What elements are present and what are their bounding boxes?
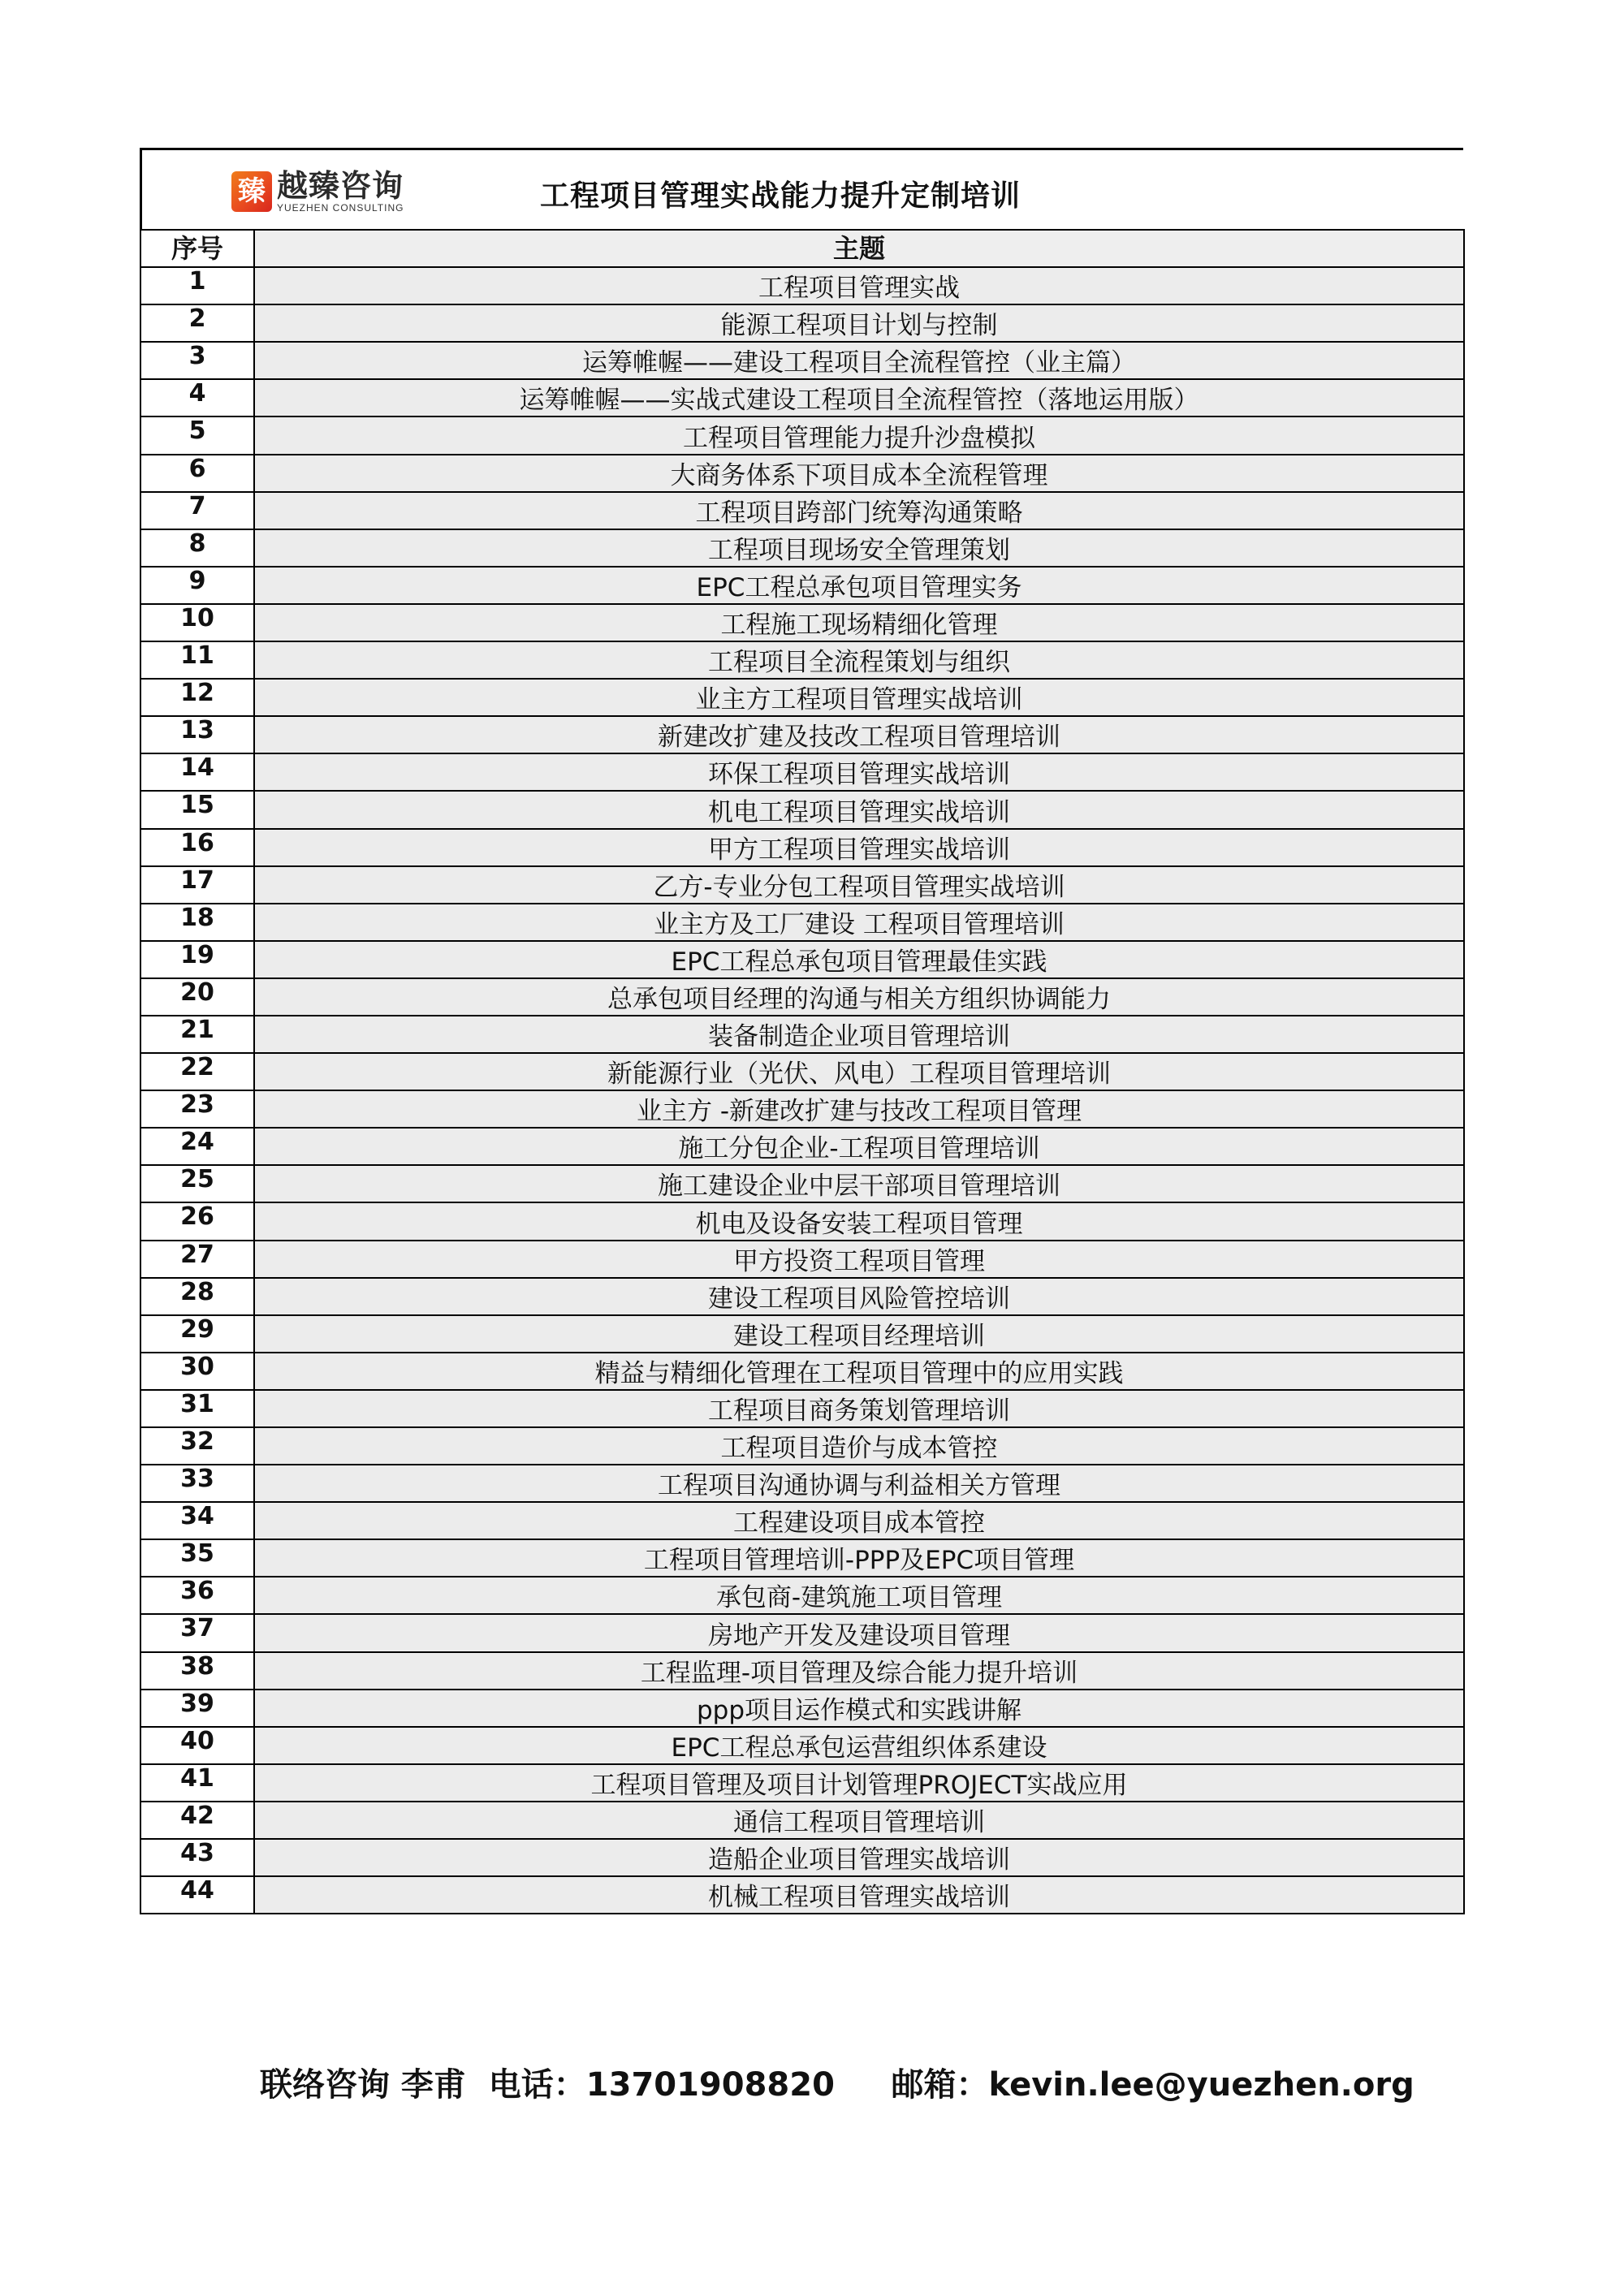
table-row [140, 267, 1464, 304]
row-topic: 施工建设企业中层干部项目管理培训 [254, 1165, 1464, 1202]
table-row [140, 978, 1464, 1016]
column-header-number: 序号 [140, 230, 254, 267]
table-row [140, 1128, 1464, 1165]
table-row [140, 1390, 1464, 1427]
table-row [140, 1465, 1464, 1502]
row-topic: 工程项目沟通协调与利益相关方管理 [254, 1465, 1464, 1502]
sheet-header [140, 148, 1463, 229]
table-row [140, 1727, 1464, 1764]
row-topic: 能源工程项目计划与控制 [254, 304, 1464, 342]
table-row [140, 1539, 1464, 1577]
row-number: 20 [140, 978, 254, 1016]
row-number: 26 [140, 1202, 254, 1240]
row-number: 11 [140, 641, 254, 679]
row-number: 10 [140, 604, 254, 641]
row-number: 17 [140, 866, 254, 904]
row-number: 25 [140, 1165, 254, 1202]
row-topic: EPC工程总承包项目管理实务 [254, 567, 1464, 604]
table-row [140, 1577, 1464, 1614]
row-topic: 工程项目管理能力提升沙盘模拟 [254, 416, 1464, 454]
row-topic: EPC工程总承包运营组织体系建设 [254, 1727, 1464, 1764]
row-topic: 运筹帷幄——建设工程项目全流程管控（业主篇） [254, 342, 1464, 379]
row-number: 32 [140, 1427, 254, 1465]
row-topic: 工程施工现场精细化管理 [254, 604, 1464, 641]
table-row [140, 753, 1464, 791]
table-row [140, 1690, 1464, 1727]
table-row [140, 941, 1464, 978]
table-row [140, 342, 1464, 379]
table-row [140, 1427, 1464, 1465]
logo-chinese-name: 越臻咨询 [277, 168, 404, 204]
row-number: 24 [140, 1128, 254, 1165]
table-row [140, 529, 1464, 567]
table-row [140, 1502, 1464, 1539]
row-number: 39 [140, 1690, 254, 1727]
row-topic: 精益与精细化管理在工程项目管理中的应用实践 [254, 1353, 1464, 1390]
row-number: 19 [140, 941, 254, 978]
table-row [140, 492, 1464, 529]
row-number: 23 [140, 1090, 254, 1128]
row-number: 28 [140, 1278, 254, 1315]
table-header-row [140, 230, 1464, 267]
table-row [140, 1614, 1464, 1651]
topics-sheet [140, 148, 1463, 1914]
row-number: 43 [140, 1839, 254, 1876]
logo-icon: 臻 [231, 171, 272, 212]
row-topic: 建设工程项目经理培训 [254, 1315, 1464, 1353]
row-number: 38 [140, 1652, 254, 1690]
row-topic: 建设工程项目风险管控培训 [254, 1278, 1464, 1315]
table-row [140, 791, 1464, 828]
row-topic: 运筹帷幄——实战式建设工程项目全流程管控（落地运用版） [254, 379, 1464, 416]
row-topic: 总承包项目经理的沟通与相关方组织协调能力 [254, 978, 1464, 1016]
row-number: 27 [140, 1241, 254, 1278]
row-number: 15 [140, 791, 254, 828]
row-topic: 甲方投资工程项目管理 [254, 1241, 1464, 1278]
row-topic: 房地产开发及建设项目管理 [254, 1614, 1464, 1651]
row-number: 6 [140, 455, 254, 492]
table-row [140, 1016, 1464, 1053]
row-topic: 工程项目管理实战 [254, 267, 1464, 304]
document-title: 工程项目管理实战能力提升定制培训 [540, 179, 1021, 213]
row-topic: 环保工程项目管理实战培训 [254, 753, 1464, 791]
table-row [140, 1802, 1464, 1839]
table-row [140, 455, 1464, 492]
table-row [140, 641, 1464, 679]
row-topic: 施工分包企业-工程项目管理培训 [254, 1128, 1464, 1165]
row-topic: 乙方-专业分包工程项目管理实战培训 [254, 866, 1464, 904]
company-logo [231, 168, 404, 215]
row-number: 1 [140, 267, 254, 304]
logo-english-name: YUEZHEN CONSULTING [277, 202, 404, 214]
row-number: 2 [140, 304, 254, 342]
row-number: 21 [140, 1016, 254, 1053]
table-row [140, 1241, 1464, 1278]
row-topic: 通信工程项目管理培训 [254, 1802, 1464, 1839]
table-body [140, 267, 1464, 1914]
table-row [140, 829, 1464, 866]
row-number: 18 [140, 904, 254, 941]
table-row [140, 604, 1464, 641]
table-row [140, 1165, 1464, 1202]
table-row [140, 1353, 1464, 1390]
row-number: 9 [140, 567, 254, 604]
row-topic: 甲方工程项目管理实战培训 [254, 829, 1464, 866]
table-row [140, 1764, 1464, 1802]
row-number: 29 [140, 1315, 254, 1353]
table-row [140, 716, 1464, 753]
row-number: 16 [140, 829, 254, 866]
table-row [140, 379, 1464, 416]
row-number: 13 [140, 716, 254, 753]
row-topic: 工程项目现场安全管理策划 [254, 529, 1464, 567]
row-number: 14 [140, 753, 254, 791]
row-number: 5 [140, 416, 254, 454]
row-topic: 工程项目全流程策划与组织 [254, 641, 1464, 679]
table-row [140, 567, 1464, 604]
table-row [140, 1839, 1464, 1876]
row-number: 40 [140, 1727, 254, 1764]
row-number: 30 [140, 1353, 254, 1390]
row-topic: 新建改扩建及技改工程项目管理培训 [254, 716, 1464, 753]
table-row [140, 1278, 1464, 1315]
row-number: 3 [140, 342, 254, 379]
row-topic: 工程项目管理培训-PPP及EPC项目管理 [254, 1539, 1464, 1577]
row-topic: 装备制造企业项目管理培训 [254, 1016, 1464, 1053]
row-number: 35 [140, 1539, 254, 1577]
table-row [140, 679, 1464, 716]
row-topic: 新能源行业（光伏、风电）工程项目管理培训 [254, 1053, 1464, 1090]
row-number: 34 [140, 1502, 254, 1539]
row-topic: 承包商-建筑施工项目管理 [254, 1577, 1464, 1614]
table-row [140, 416, 1464, 454]
table-row [140, 1053, 1464, 1090]
column-header-topic: 主题 [254, 230, 1464, 267]
table-row [140, 1315, 1464, 1353]
contact-info: 联络咨询 李甫 电话：13701908820 邮箱：kevin.lee@yuezhen.org [260, 2066, 1415, 2104]
row-topic: 工程项目管理及项目计划管理PROJECT实战应用 [254, 1764, 1464, 1802]
topics-table [140, 229, 1465, 1914]
table-row [140, 1652, 1464, 1690]
row-topic: 机电工程项目管理实战培训 [254, 791, 1464, 828]
row-topic: 业主方 -新建改扩建与技改工程项目管理 [254, 1090, 1464, 1128]
row-number: 8 [140, 529, 254, 567]
row-number: 31 [140, 1390, 254, 1427]
row-topic: 工程项目跨部门统筹沟通策略 [254, 492, 1464, 529]
row-topic: 机械工程项目管理实战培训 [254, 1876, 1464, 1914]
row-number: 33 [140, 1465, 254, 1502]
table-row [140, 904, 1464, 941]
logo-text [277, 170, 404, 214]
table-row [140, 1202, 1464, 1240]
row-topic: 工程项目造价与成本管控 [254, 1427, 1464, 1465]
row-topic: 工程监理-项目管理及综合能力提升培训 [254, 1652, 1464, 1690]
row-number: 44 [140, 1876, 254, 1914]
row-topic: 工程建设项目成本管控 [254, 1502, 1464, 1539]
table-row [140, 866, 1464, 904]
row-topic: 工程项目商务策划管理培训 [254, 1390, 1464, 1427]
row-number: 42 [140, 1802, 254, 1839]
row-topic: 业主方工程项目管理实战培训 [254, 679, 1464, 716]
table-row [140, 1090, 1464, 1128]
row-number: 41 [140, 1764, 254, 1802]
row-topic: 造船企业项目管理实战培训 [254, 1839, 1464, 1876]
row-number: 37 [140, 1614, 254, 1651]
row-number: 4 [140, 379, 254, 416]
row-number: 22 [140, 1053, 254, 1090]
row-number: 36 [140, 1577, 254, 1614]
row-topic: 大商务体系下项目成本全流程管理 [254, 455, 1464, 492]
row-topic: 业主方及工厂建设 工程项目管理培训 [254, 904, 1464, 941]
row-topic: 机电及设备安装工程项目管理 [254, 1202, 1464, 1240]
row-number: 12 [140, 679, 254, 716]
table-row [140, 304, 1464, 342]
row-topic: EPC工程总承包项目管理最佳实践 [254, 941, 1464, 978]
row-number: 7 [140, 492, 254, 529]
row-topic: ppp项目运作模式和实践讲解 [254, 1690, 1464, 1727]
table-row [140, 1876, 1464, 1914]
